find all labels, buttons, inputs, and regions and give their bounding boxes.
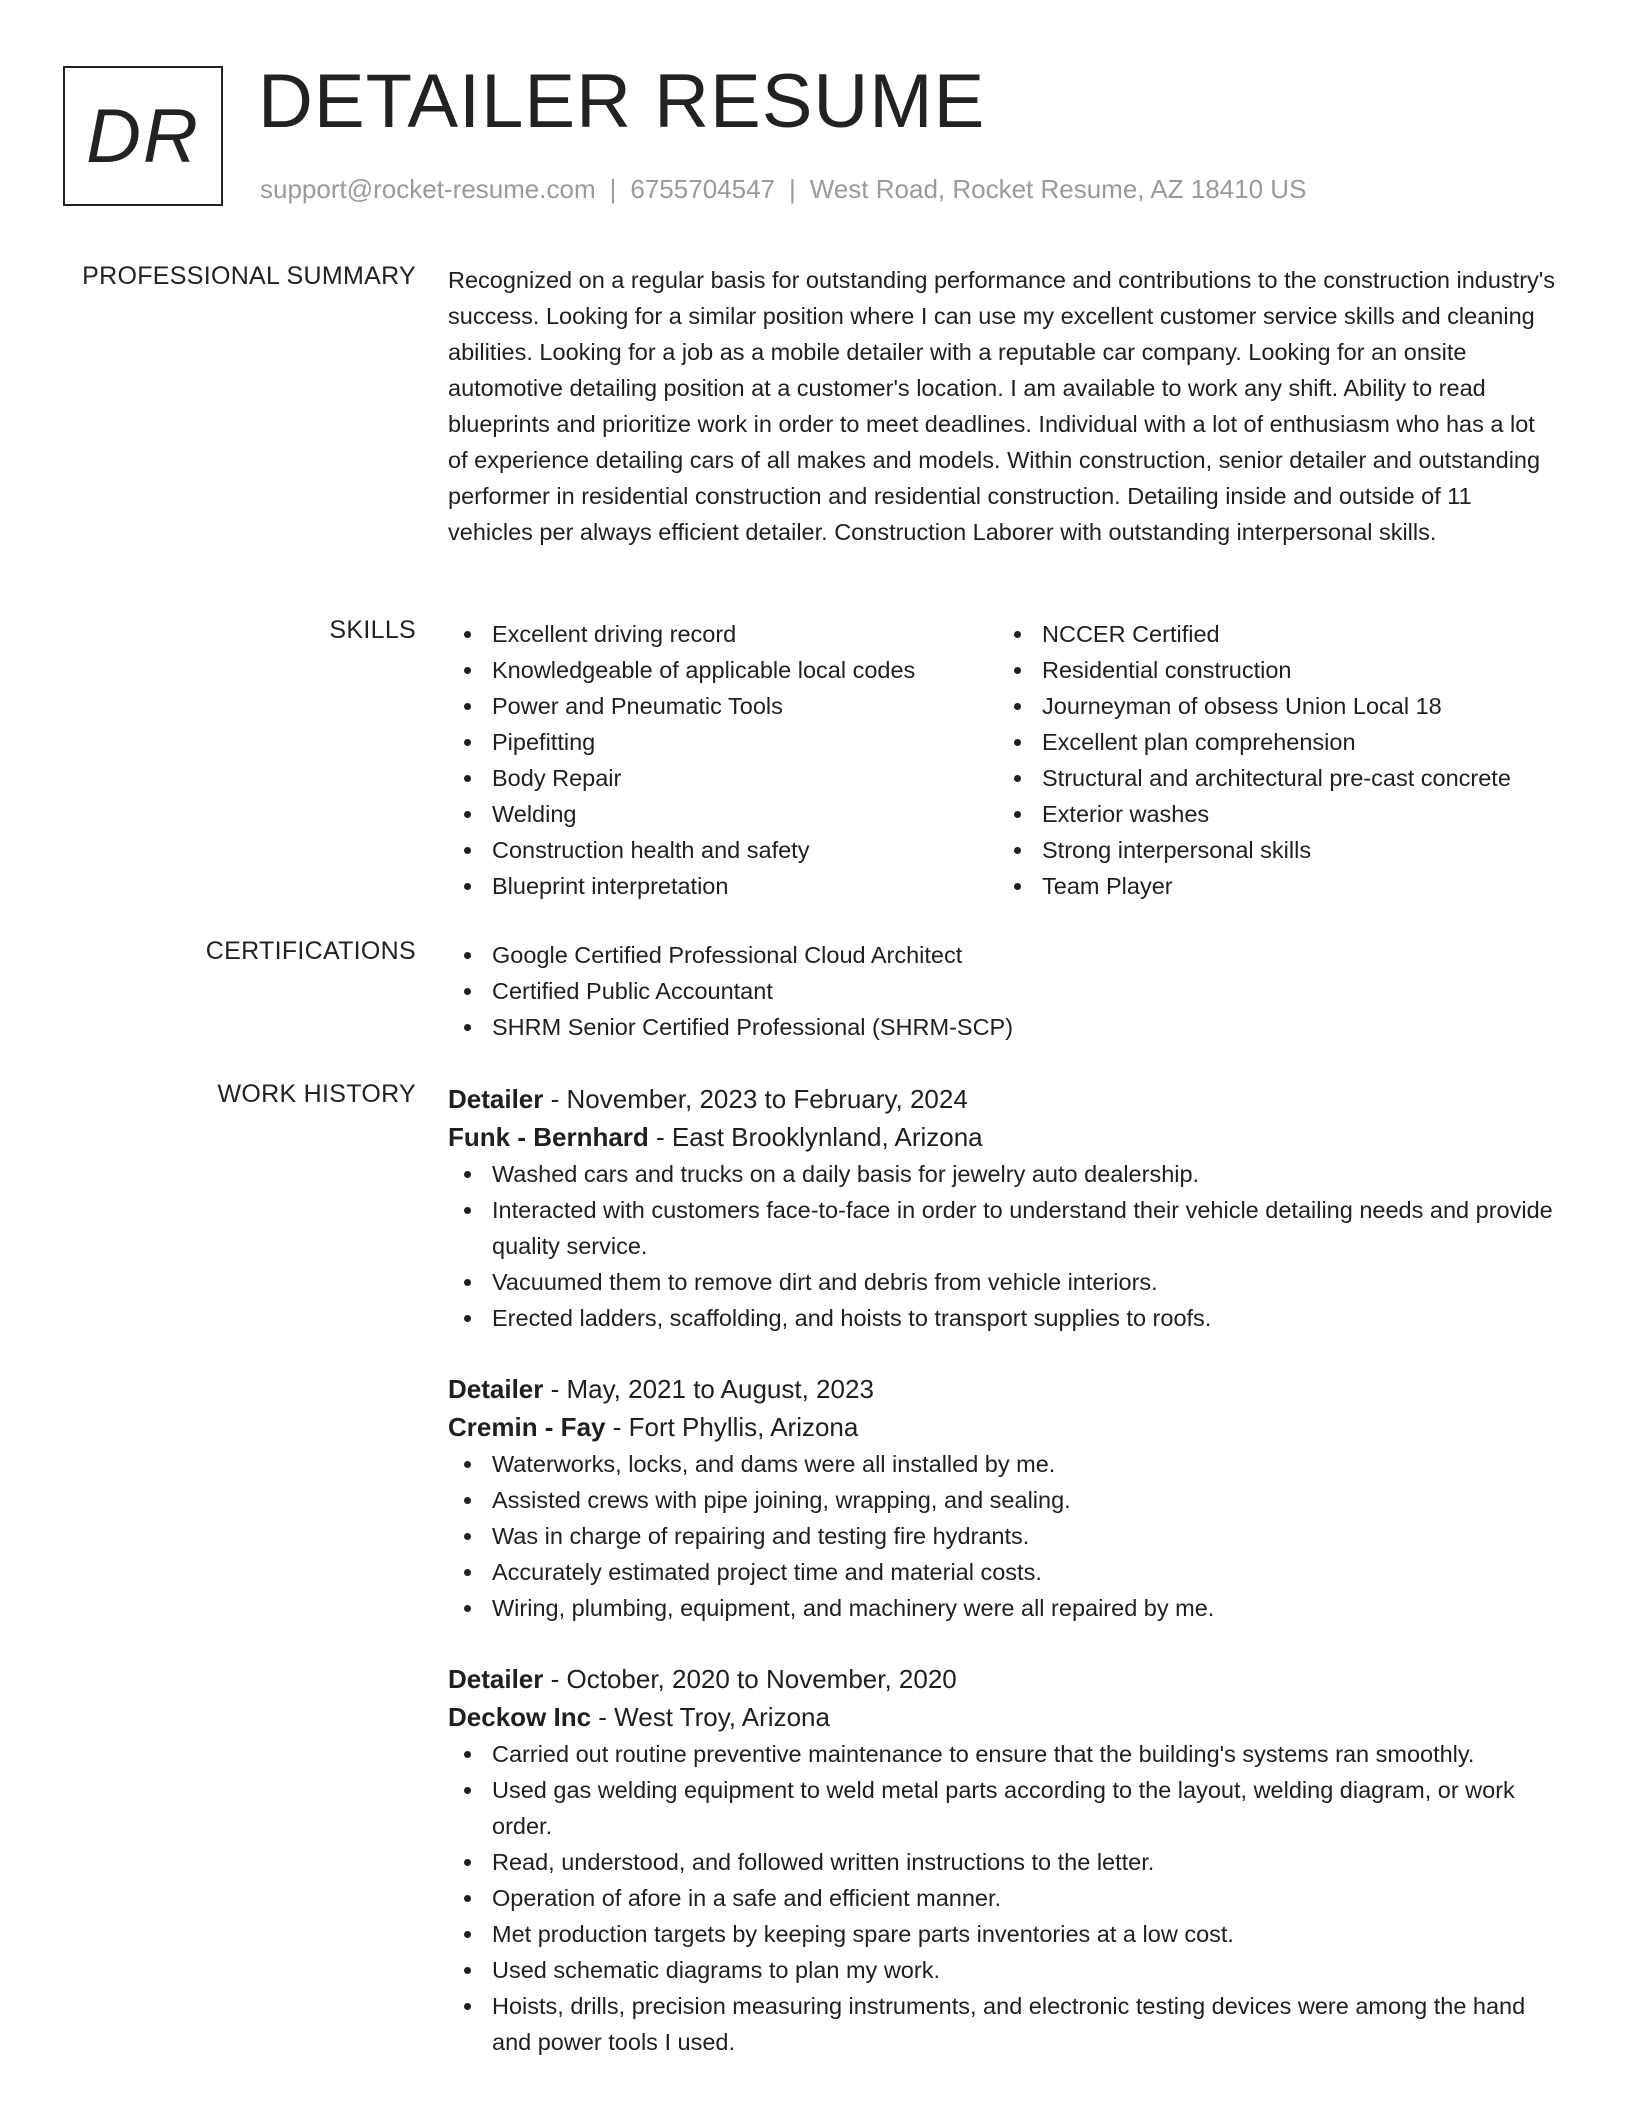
job-bullet: Assisted crews with pipe joining, wrapping, and sealing. xyxy=(448,1482,1558,1518)
job-bullets xyxy=(448,1156,1558,1336)
certification-item: Certified Public Accountant xyxy=(448,973,1558,1009)
skills-grid xyxy=(448,616,1558,904)
skill-item: Excellent driving record xyxy=(448,616,998,652)
job-bullet: Hoists, drills, precision measuring instruments, and electronic testing devices were among the hand and power tools I used. xyxy=(448,1988,1558,2060)
skill-item: Strong interpersonal skills xyxy=(998,832,1548,868)
section-label-certifications: CERTIFICATIONS xyxy=(205,937,416,965)
job-location: - Fort Phyllis, Arizona xyxy=(605,1412,859,1442)
skill-item: Team Player xyxy=(998,868,1548,904)
monogram: DR xyxy=(63,66,223,206)
job-company-line xyxy=(448,1118,1558,1156)
job-entry xyxy=(448,1080,1558,1336)
skills-list-right xyxy=(998,616,1548,904)
job-bullet: Read, understood, and followed written instructions to the letter. xyxy=(448,1844,1558,1880)
job-bullet: Washed cars and trucks on a daily basis for jewelry auto dealership. xyxy=(448,1156,1558,1192)
certification-item: SHRM Senior Certified Professional (SHRM-SCP) xyxy=(448,1009,1558,1045)
job-company-line xyxy=(448,1698,1558,1736)
job-company-line xyxy=(448,1408,1558,1446)
certification-item: Google Certified Professional Cloud Architect xyxy=(448,937,1558,973)
contact-separator: | xyxy=(789,174,796,204)
skill-item: Excellent plan comprehension xyxy=(998,724,1548,760)
skill-item: Pipefitting xyxy=(448,724,998,760)
job-bullet: Interacted with customers face-to-face in order to understand their vehicle detailing needs and provide quality service. xyxy=(448,1192,1558,1264)
skill-item: Construction health and safety xyxy=(448,832,998,868)
contact-phone: 6755704547 xyxy=(630,174,775,204)
job-title: Detailer xyxy=(448,1664,544,1694)
certifications-list xyxy=(448,937,1558,1045)
job-bullets xyxy=(448,1736,1558,2060)
job-bullet: Used schematic diagrams to plan my work. xyxy=(448,1952,1558,1988)
job-bullet: Used gas welding equipment to weld metal parts according to the layout, welding diagram, or work order. xyxy=(448,1772,1558,1844)
section-label-summary: PROFESSIONAL SUMMARY xyxy=(82,262,416,290)
job-dates: - October, 2020 to November, 2020 xyxy=(543,1664,957,1694)
skill-item: NCCER Certified xyxy=(998,616,1548,652)
section-label-skills: SKILLS xyxy=(329,616,416,644)
job-dates: - November, 2023 to February, 2024 xyxy=(543,1084,968,1114)
skill-item: Knowledgeable of applicable local codes xyxy=(448,652,998,688)
skill-item: Structural and architectural pre-cast concrete xyxy=(998,760,1548,796)
job-dates: - May, 2021 to August, 2023 xyxy=(543,1374,874,1404)
section-label-work-history: WORK HISTORY xyxy=(217,1080,416,1108)
job-title: Detailer xyxy=(448,1374,544,1404)
job-entry xyxy=(448,1370,1558,1626)
job-bullet: Wiring, plumbing, equipment, and machinery were all repaired by me. xyxy=(448,1590,1558,1626)
job-bullet: Met production targets by keeping spare parts inventories at a low cost. xyxy=(448,1916,1558,1952)
job-location: - East Brooklynland, Arizona xyxy=(648,1122,983,1152)
skills-list-left xyxy=(448,616,998,904)
skill-item: Exterior washes xyxy=(998,796,1548,832)
contact-separator: | xyxy=(609,174,617,204)
job-bullet: Accurately estimated project time and material costs. xyxy=(448,1554,1558,1590)
skill-item: Residential construction xyxy=(998,652,1548,688)
skills-body xyxy=(448,616,1558,904)
work-history-body xyxy=(448,1080,1558,2094)
job-bullets xyxy=(448,1446,1558,1626)
skill-item: Journeyman of obsess Union Local 18 xyxy=(998,688,1548,724)
job-company: Cremin - Fay xyxy=(448,1412,606,1442)
summary-text: Recognized on a regular basis for outstanding performance and contributions to the construction industry's success. Looking for a similar position where I can use my excellent customer service skills and cleaning abilities. Looking for a job as a mobile detailer with a reputable car company. Looking for an onsite automotive detailing position at a customer's location. I am available to work any shift. Ability to read blueprints and prioritize work in order to meet deadlines. Individual with a lot of enthusiasm who has a lot of experience detailing cars of all makes and models. Within construction, senior detailer and outstanding performer in residential construction and residential construction. Detailing inside and outside of 11 vehicles per always efficient detailer. Construction Laborer with outstanding interpersonal skills. xyxy=(448,267,1556,545)
contact-email: support@rocket-resume.com xyxy=(260,174,596,204)
certifications-body xyxy=(448,937,1558,1045)
job-title-line xyxy=(448,1660,1558,1698)
job-bullet: Was in charge of repairing and testing fire hydrants. xyxy=(448,1518,1558,1554)
job-company: Funk - Bernhard xyxy=(448,1122,649,1152)
resume-title: DETAILER RESUME xyxy=(258,59,986,144)
contact-line xyxy=(260,174,1306,205)
job-bullet: Erected ladders, scaffolding, and hoists to transport supplies to roofs. xyxy=(448,1300,1558,1336)
job-title-line xyxy=(448,1370,1558,1408)
job-title-line xyxy=(448,1080,1558,1118)
job-bullet: Operation of afore in a safe and efficient manner. xyxy=(448,1880,1558,1916)
job-bullet: Vacuumed them to remove dirt and debris from vehicle interiors. xyxy=(448,1264,1558,1300)
skill-item: Body Repair xyxy=(448,760,998,796)
skill-item: Power and Pneumatic Tools xyxy=(448,688,998,724)
summary-body xyxy=(448,262,1558,550)
job-company: Deckow Inc xyxy=(448,1702,592,1732)
contact-address: West Road, Rocket Resume, AZ 18410 US xyxy=(809,174,1307,204)
skill-item: Blueprint interpretation xyxy=(448,868,998,904)
skill-item: Welding xyxy=(448,796,998,832)
job-location: - West Troy, Arizona xyxy=(591,1702,830,1732)
job-entry xyxy=(448,1660,1558,2060)
job-title: Detailer xyxy=(448,1084,544,1114)
job-bullet: Carried out routine preventive maintenance to ensure that the building's systems ran smoothly. xyxy=(448,1736,1558,1772)
job-bullet: Waterworks, locks, and dams were all installed by me. xyxy=(448,1446,1558,1482)
